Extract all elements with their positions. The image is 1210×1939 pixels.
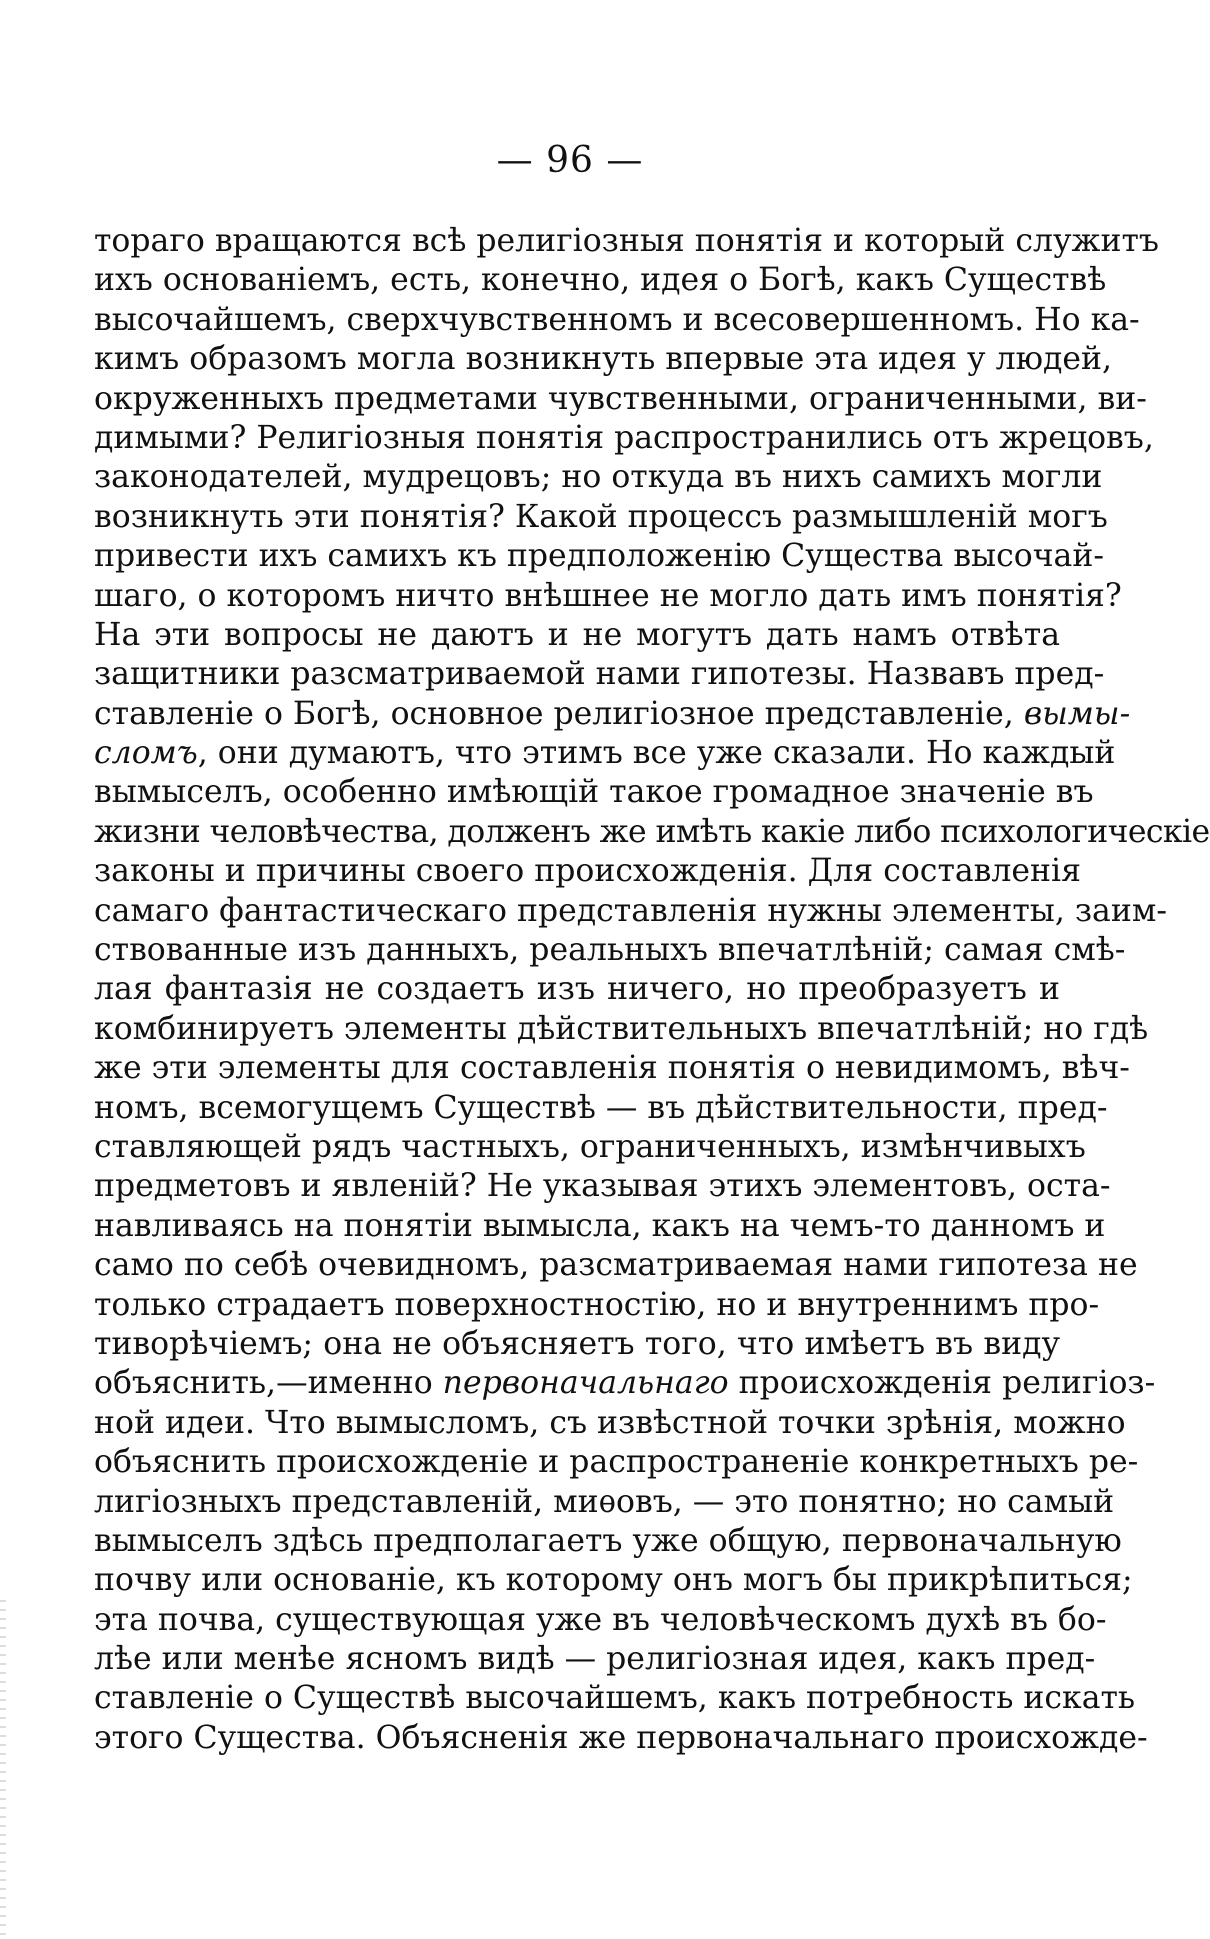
text-line: шаго, о которомъ ничто внѣшнее не могло дать имъ понятія? [94, 577, 1122, 614]
text-line: только страдаетъ поверхностностію, но и внутреннимъ про- [94, 1286, 1100, 1323]
text-line: ной идеи. Что вымысломъ, съ извѣстной точки зрѣнія, можно [94, 1404, 1126, 1441]
body-text [94, 222, 1210, 1758]
scan-edge-specks [0, 1600, 6, 1939]
text-line: жизни человѣчества, долженъ же имѣть какіе либо психологическіе [94, 813, 1210, 850]
text-line: сломъ, они думаютъ, что этимъ все уже сказали. Но каждый [94, 735, 1116, 772]
text-line: предметовъ и явленій? Не указывая этихъ элементовъ, оста- [94, 1168, 1111, 1205]
text-line: защитники разсматриваемой нами гипотезы. Назвавъ пред- [94, 656, 1105, 693]
text-line: почву или основаніе, къ которому онъ могъ бы прикрѣпиться; [94, 1562, 1133, 1599]
text-line: ихъ основаніемъ, есть, конечно, идея о Богѣ, какъ Существѣ [94, 262, 1107, 299]
text-line: навливаясь на понятіи вымысла, какъ на чемъ-то данномъ и [94, 1207, 1106, 1244]
text-line: же эти элементы для составленія понятія о невидимомъ, вѣч- [94, 1050, 1130, 1087]
page-number: — 96 — [496, 140, 644, 181]
text-line: вымыселъ, особенно имѣющій такое громадное значеніе въ [94, 774, 1094, 811]
text-line: лая фантазія не создаетъ изъ ничего, но преобразуетъ и [94, 971, 1060, 1008]
text-line: тиворѣчіемъ; она не объясняетъ того, что имѣетъ въ виду [94, 1325, 1060, 1362]
text-line: само по себѣ очевидномъ, разсматриваемая нами гипотеза не [94, 1247, 1138, 1284]
text-line: димыми? Религіозныя понятія распространились отъ жрецовъ, [94, 419, 1154, 456]
emphasized-word: вымы- [1023, 695, 1131, 732]
text-line: ставленіе о Существѣ высочайшемъ, какъ потребность искать [94, 1680, 1136, 1717]
text-line: эта почва, существующая уже въ человѣческомъ духѣ въ бо- [94, 1601, 1107, 1638]
text-line: ставляющей рядъ частныхъ, ограниченныхъ, измѣнчивыхъ [94, 1128, 1086, 1165]
emphasized-word: первоначальнаго [442, 1365, 729, 1402]
text-line: возникнуть эти понятія? Какой процессъ размышленій могъ [94, 498, 1108, 535]
text-line: комбинируетъ элементы дѣйствительныхъ впечатлѣній; но гдѣ [94, 1010, 1149, 1047]
text-line: На эти вопросы не даютъ и не могутъ дать намъ отвѣта [94, 616, 1060, 653]
text-line: ставленіе о Богѣ, основное религіозное представленіе, вымы- [94, 695, 1131, 732]
text-line: тораго вращаются всѣ религіозныя понятія и который служитъ [94, 223, 1159, 259]
text-line: законы и причины своего происхожденія. Для составленія [94, 853, 1081, 890]
text-line: этого Существа. Объясненія же первоначальнаго происхожде- [94, 1719, 1148, 1756]
emphasized-word: сломъ [94, 735, 198, 772]
text-line: ствованные изъ данныхъ, реальныхъ впечатлѣній; самая смѣ- [94, 932, 1126, 969]
text-line: номъ, всемогущемъ Существѣ — въ дѣйствительности, пред- [94, 1089, 1108, 1126]
text-line: кимъ образомъ могла возникнуть впервые эта идея у людей, [94, 341, 1113, 378]
text-line: самаго фантастическаго представленія нужны элементы, заим- [94, 892, 1167, 929]
text-line: лигіозныхъ представленій, миѳовъ, — это понятно; но самый [94, 1483, 1115, 1520]
text-line: объяснить происхожденіе и распространеніе конкретныхъ ре- [94, 1444, 1139, 1481]
text-line: высочайшемъ, сверхчувственномъ и всесовершенномъ. Но ка- [94, 301, 1140, 338]
text-line: законодателей, мудрецовъ; но откуда въ нихъ самихъ могли [94, 459, 1103, 496]
text-line: лѣе или менѣе ясномъ видѣ — религіозная идея, какъ пред- [94, 1641, 1096, 1678]
text-line: привести ихъ самихъ къ предположенію Существа высочай- [94, 538, 1104, 575]
text-line: объяснить,—именно первоначальнаго происхожденія религіоз- [94, 1365, 1156, 1402]
text-line: вымыселъ здѣсь предполагаетъ уже общую, первоначальную [94, 1522, 1122, 1559]
text-line: окруженныхъ предметами чувственными, ограниченными, ви- [94, 380, 1147, 417]
